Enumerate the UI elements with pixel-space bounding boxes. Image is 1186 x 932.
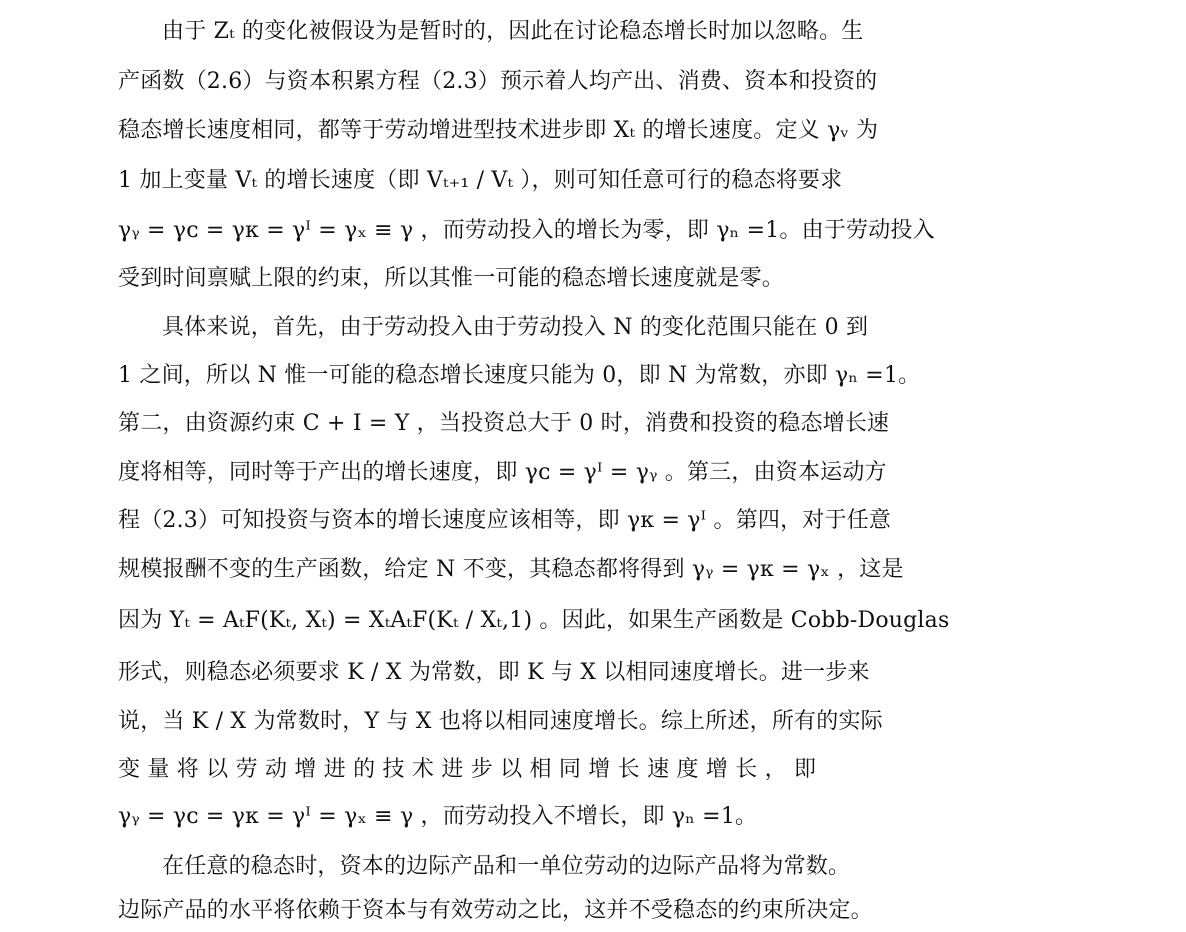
text-line: 第二，由资源约束 C + I = Y ，当投资总大于 0 时，消费和投资的稳态增长速 [118, 411, 890, 436]
text-line: 1 加上变量 Vₜ 的增长速度（即 Vₜ₊₁ / Vₜ ），则可知任意可行的稳态将要求 [118, 168, 843, 193]
text-line: 形式，则稳态必须要求 K / X 为常数，即 K 与 X 以相同速度增长。进一步来 [118, 660, 870, 685]
text-line: 受到时间禀赋上限的约束，所以其惟一可能的稳态增长速度就是零。 [118, 266, 785, 291]
text-line: 在任意的稳态时，资本的边际产品和一单位劳动的边际产品将为常数。 [162, 854, 851, 879]
text-line: 度将相等，同时等于产出的增长速度，即 γᴄ = γᴵ = γᵧ 。第三，由资本运动方 [118, 460, 887, 485]
text-line: 规模报酬不变的生产函数，给定 N 不变，其稳态都将得到 γᵧ = γᴋ = γₓ ，这是 [118, 557, 904, 582]
text-line: 因为 Yₜ = AₜF(Kₜ, Xₜ) = XₜAₜF(Kₜ / Xₜ,1) 。因此，如果生产函数是 Cobb-Douglas [118, 608, 950, 633]
text-line: 具体来说，首先，由于劳动投入由于劳动投入 N 的变化范围只能在 0 到 [162, 315, 869, 340]
text-line: γᵧ = γᴄ = γᴋ = γᴵ = γₓ ≡ γ ，而劳动投入不增长，即 γₙ =1。 [118, 804, 758, 829]
text-line: 变 量 将 以 劳 动 增 进 的 技 术 进 步 以 相 同 增 长 速 度 增 长 ， 即 [118, 757, 817, 782]
text-line: 说，当 K / X 为常数时，Y 与 X 也将以相同速度增长。综上所述，所有的实际 [118, 709, 883, 734]
text-line: γᵧ = γᴄ = γᴋ = γᴵ = γₓ ≡ γ ，而劳动投入的增长为零，即 γₙ =1。由于劳动投入 [118, 218, 935, 243]
text-line: 稳态增长速度相同，都等于劳动增进型技术进步即 Xₜ 的增长速度。定义 γᵥ 为 [118, 118, 879, 143]
text-line: 产函数（2.6）与资本积累方程（2.3）预示着人均产出、消费、资本和投资的 [118, 69, 878, 94]
text-line: 由于 Zₜ 的变化被假设为是暂时的，因此在讨论稳态增长时加以忽略。生 [162, 19, 864, 44]
text-line: 边际产品的水平将依赖于资本与有效劳动之比，这并不受稳态的约束所决定。 [118, 898, 873, 923]
text-line: 1 之间，所以 N 惟一可能的稳态增长速度只能为 0，即 N 为常数，亦即 γₙ =1。 [118, 363, 921, 388]
text-line: 程（2.3）可知投资与资本的增长速度应该相等，即 γᴋ = γᴵ 。第四，对于任意 [118, 508, 892, 533]
